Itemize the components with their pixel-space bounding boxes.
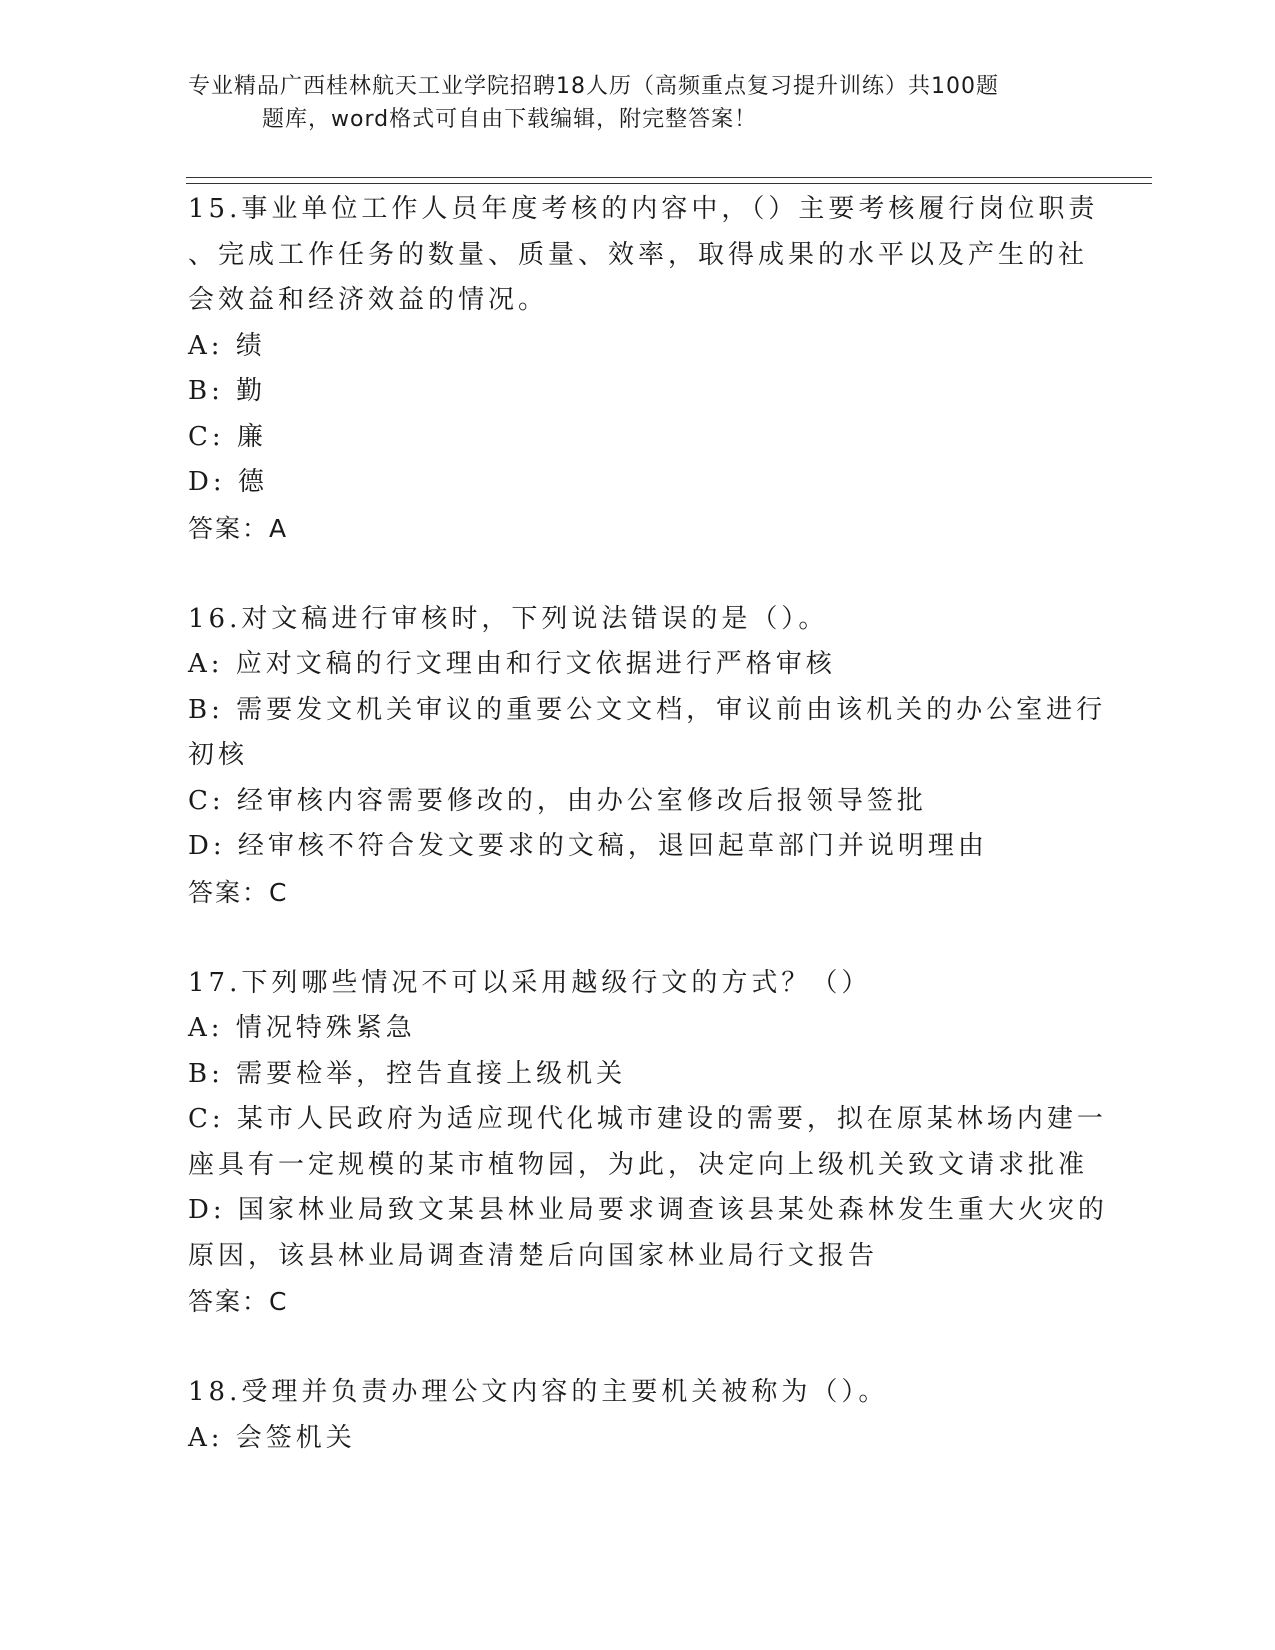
- option-d: D: 德: [188, 467, 268, 497]
- header-divider-top: [186, 177, 1152, 178]
- option-d: D: 经审核不符合发文要求的文稿，退回起草部门并说明理由: [188, 831, 988, 861]
- answer: 答案：C: [188, 1287, 289, 1316]
- option-b: B: 勤: [188, 376, 267, 406]
- header-divider-bottom: [186, 183, 1152, 184]
- question-15: [188, 187, 1099, 551]
- answer: 答案：C: [188, 877, 289, 907]
- option-a: A: 应对文稿的行文理由和行文依据进行严格审核: [188, 649, 836, 679]
- question-list: [188, 187, 1108, 1507]
- question-text: 、完成工作任务的数量、质量、效率，取得成果的水平以及产生的社: [188, 239, 1089, 270]
- option-b-continued: 初核: [188, 740, 249, 770]
- question-text: 18.受理并负责办理公文内容的主要机关被称为（）。: [188, 1377, 889, 1407]
- question-text: 16.对文稿进行审核时，下列说法错误的是（）。: [188, 603, 829, 634]
- option-a: A: 情况特殊紧急: [188, 1013, 416, 1043]
- question-16: [188, 597, 1107, 916]
- option-a: A: 绩: [188, 330, 266, 361]
- option-a: A: 会签机关: [188, 1422, 356, 1453]
- option-b: B: 需要检举，控告直接上级机关: [188, 1058, 627, 1089]
- question-text: 17.下列哪些情况不可以采用越级行文的方式？（）: [188, 967, 872, 998]
- option-c: C: 经审核内容需要修改的，由办公室修改后报领导签批: [188, 785, 927, 816]
- question-17: [188, 961, 1108, 1325]
- question-text: 会效益和经济效益的情况。: [188, 285, 549, 315]
- option-c: C: 廉: [188, 421, 267, 452]
- option-c-continued: 座具有一定规模的某市植物园，为此，决定向上级机关致文请求批准: [188, 1149, 1089, 1180]
- option-d: D: 国家林业局致文某县林业局要求调查该县某处森林发生重大火灾的: [188, 1195, 1108, 1225]
- option-c: C: 某市人民政府为适应现代化城市建设的需要，拟在原某林场内建一: [188, 1104, 1107, 1134]
- question-text: 15.事业单位工作人员年度考核的内容中，（）主要考核履行岗位职责: [188, 194, 1099, 224]
- question-18: [188, 1370, 1088, 1461]
- header-title-line-2: 题库，word格式可自由下载编辑，附完整答案！: [262, 107, 758, 132]
- answer: 答案：A: [188, 513, 289, 543]
- option-b: B: 需要发文机关审议的重要公文文档，审议前由该机关的办公室进行: [188, 694, 1107, 725]
- header-title-line-1: 专业精品广西桂林航天工业学院招聘18人历（高频重点复习提升训练）共100题: [188, 74, 999, 99]
- option-d-continued: 原因，该县林业局调查清楚后向国家林业局行文报告: [188, 1240, 879, 1271]
